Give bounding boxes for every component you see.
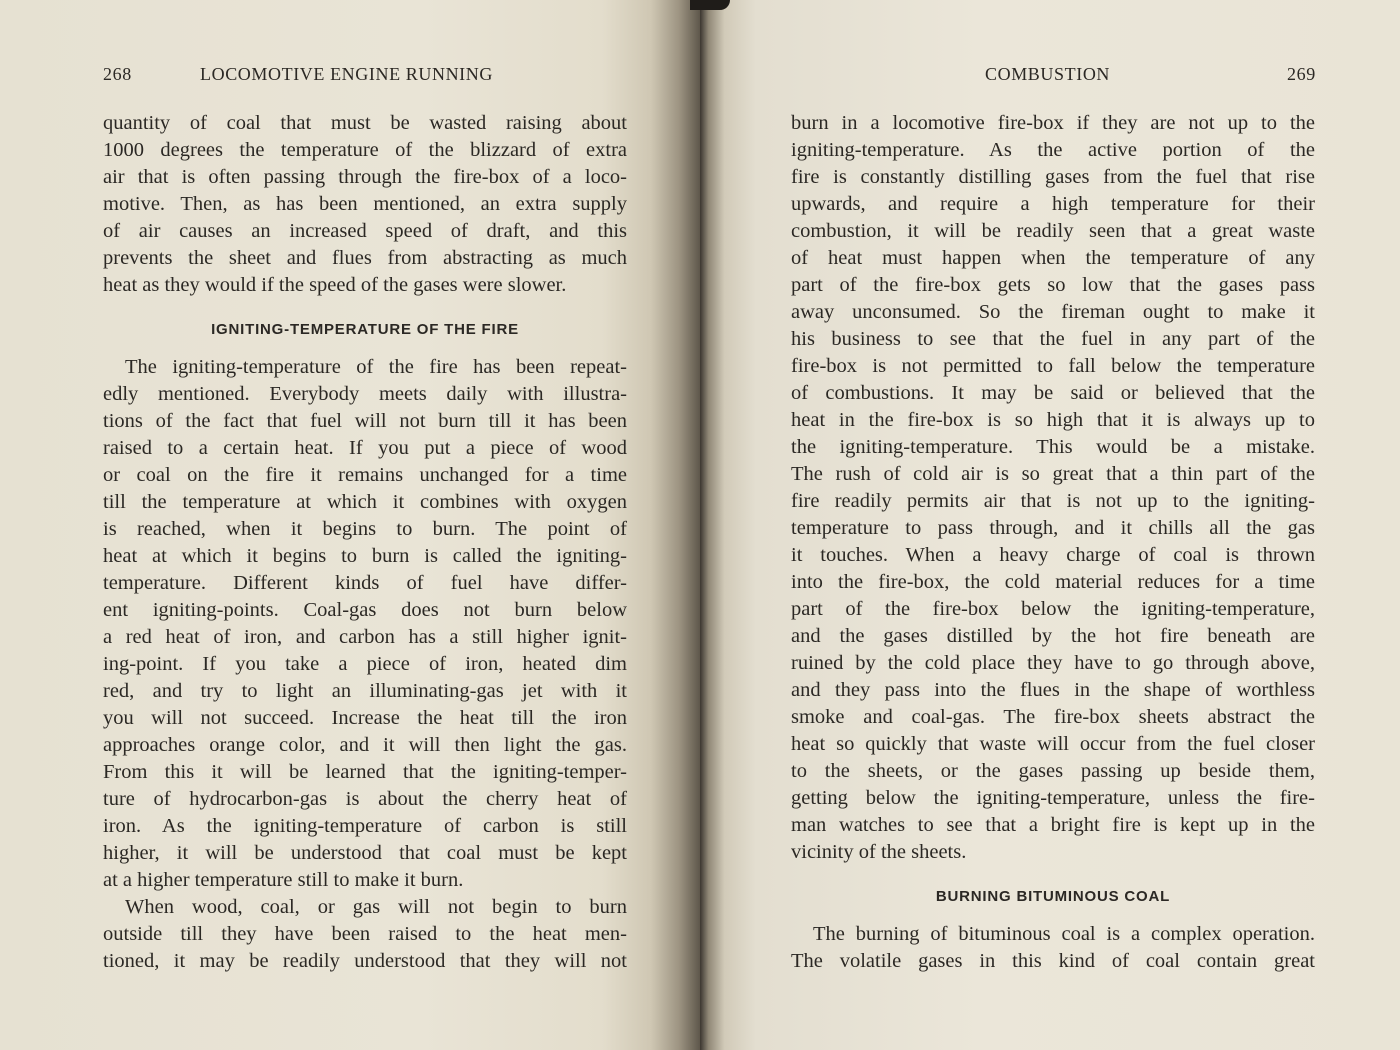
text-line: tioned, it may be readily understood that they will not bbox=[103, 950, 627, 972]
text-line: till the temperature at which it combines with oxygen bbox=[103, 491, 627, 513]
text-line: upwards, and require a high temperature for their bbox=[791, 193, 1315, 215]
text-line: fire is constantly distilling gases from the fuel that rise bbox=[791, 166, 1315, 188]
text-line: The igniting-temperature of the fire has been repeat- bbox=[125, 356, 627, 378]
text-line: higher, it will be understood that coal must be kept bbox=[103, 842, 627, 864]
text-line: ture of hydrocarbon-gas is about the cherry heat of bbox=[103, 788, 627, 810]
section-heading-bituminous: BURNING BITUMINOUS COAL bbox=[935, 888, 1171, 905]
text-line: iron. As the igniting-temperature of carbon is still bbox=[103, 815, 627, 837]
text-line: his business to see that the fuel in any part of the bbox=[791, 328, 1315, 350]
text-line: man watches to see that a bright fire is kept up in the bbox=[791, 814, 1315, 836]
right-lines-top bbox=[791, 110, 1315, 866]
text-line: tions of the fact that fuel will not burn till it has been bbox=[103, 410, 627, 432]
text-line: at a higher temperature still to make it burn. bbox=[103, 869, 464, 891]
text-line: temperature to pass through, and it chills all the gas bbox=[791, 517, 1315, 539]
text-line: red, and try to light an illuminating-gas jet with it bbox=[103, 680, 627, 702]
text-line: is reached, when it begins to burn. The point of bbox=[103, 518, 627, 540]
book-spine-edge bbox=[690, 0, 730, 10]
text-line: smoke and coal-gas. The fire-box sheets abstract the bbox=[791, 706, 1315, 728]
text-line: motive. Then, as has been mentioned, an extra supply bbox=[103, 193, 627, 215]
right-page bbox=[700, 0, 1400, 1050]
text-line: part of the fire-box gets so low that the gases pass bbox=[791, 274, 1315, 296]
text-line: heat in the fire-box is so high that it is always up to bbox=[791, 409, 1315, 431]
text-line: outside till they have been raised to the heat men- bbox=[103, 923, 627, 945]
text-line: the igniting-temperature. This would be a mistake. bbox=[791, 436, 1315, 458]
text-line: From this it will be learned that the igniting-temper- bbox=[103, 761, 627, 783]
page-number-left: 268 bbox=[103, 64, 132, 84]
text-line: part of the fire-box below the igniting-temperature, bbox=[791, 598, 1315, 620]
right-paragraph-1 bbox=[791, 921, 1315, 975]
text-line: of heat must happen when the temperature of any bbox=[791, 247, 1315, 269]
text-line: burn in a locomotive fire-box if they are not up to the bbox=[791, 112, 1315, 134]
text-line: fire readily permits air that is not up to the igniting- bbox=[791, 490, 1315, 512]
left-paragraph-2 bbox=[103, 894, 627, 975]
text-line: 1000 degrees the temperature of the blizzard of extra bbox=[103, 139, 627, 161]
text-line: heat so quickly that waste will occur from the fuel closer bbox=[791, 733, 1315, 755]
text-line: combustion, it will be readily seen that a great waste bbox=[791, 220, 1315, 242]
text-line: temperature. Different kinds of fuel have differ- bbox=[103, 572, 627, 594]
left-lines-top bbox=[103, 110, 627, 299]
text-line: igniting-temperature. As the active portion of the bbox=[791, 139, 1315, 161]
text-line: ruined by the cold place they have to go through above, bbox=[791, 652, 1315, 674]
text-line: to the sheets, or the gases passing up beside them, bbox=[791, 760, 1315, 782]
text-line: away unconsumed. So the fireman ought to make it bbox=[791, 301, 1315, 323]
text-line: ent igniting-points. Coal-gas does not burn below bbox=[103, 599, 627, 621]
text-line: heat at which it begins to burn is called the igniting- bbox=[103, 545, 627, 567]
text-line: of air causes an increased speed of draft, and this bbox=[103, 220, 627, 242]
left-text-block bbox=[103, 110, 627, 975]
text-line: quantity of coal that must be wasted raising about bbox=[103, 112, 627, 134]
text-line: and they pass into the flues in the shape of worthless bbox=[791, 679, 1315, 701]
text-line: ing-point. If you take a piece of iron, heated dim bbox=[103, 653, 627, 675]
right-text-block bbox=[791, 110, 1315, 975]
text-line: When wood, coal, or gas will not begin to burn bbox=[125, 896, 627, 918]
text-line: you will not succeed. Increase the heat till the iron bbox=[103, 707, 627, 729]
page-number-right: 269 bbox=[1287, 64, 1316, 84]
text-line: it touches. When a heavy charge of coal is thrown bbox=[791, 544, 1315, 566]
text-line: air that is often passing through the fire-box of a loco- bbox=[103, 166, 627, 188]
text-line: vicinity of the sheets. bbox=[791, 841, 967, 863]
text-line: and the gases distilled by the hot fire beneath are bbox=[791, 625, 1315, 647]
text-line: The volatile gases in this kind of coal contain great bbox=[791, 950, 1315, 972]
text-line: of combustions. It may be said or believed that the bbox=[791, 382, 1315, 404]
text-line: edly mentioned. Everybody meets daily with illustra- bbox=[103, 383, 627, 405]
text-line: a red heat of iron, and carbon has a still higher ignit- bbox=[103, 626, 627, 648]
text-line: or coal on the fire it remains unchanged for a time bbox=[103, 464, 627, 486]
running-head-right: COMBUSTION bbox=[985, 64, 1111, 84]
text-line: raised to a certain heat. If you put a piece of wood bbox=[103, 437, 627, 459]
text-line: approaches orange color, and it will then light the gas. bbox=[103, 734, 627, 756]
text-line: heat as they would if the speed of the gases were slower. bbox=[103, 274, 567, 296]
section-heading-igniting: IGNITING-TEMPERATURE OF THE FIRE bbox=[211, 321, 519, 338]
text-line: The rush of cold air is so great that a thin part of the bbox=[791, 463, 1315, 485]
text-line: prevents the sheet and flues from abstracting as much bbox=[103, 247, 627, 269]
running-head-left: LOCOMOTIVE ENGINE RUNNING bbox=[200, 64, 493, 84]
text-line: into the fire-box, the cold material reduces for a time bbox=[791, 571, 1315, 593]
left-paragraph-1 bbox=[103, 354, 627, 894]
text-line: fire-box is not permitted to fall below the temperature bbox=[791, 355, 1315, 377]
text-line: The burning of bituminous coal is a complex operation. bbox=[813, 923, 1315, 945]
text-line: getting below the igniting-temperature, unless the fire- bbox=[791, 787, 1315, 809]
